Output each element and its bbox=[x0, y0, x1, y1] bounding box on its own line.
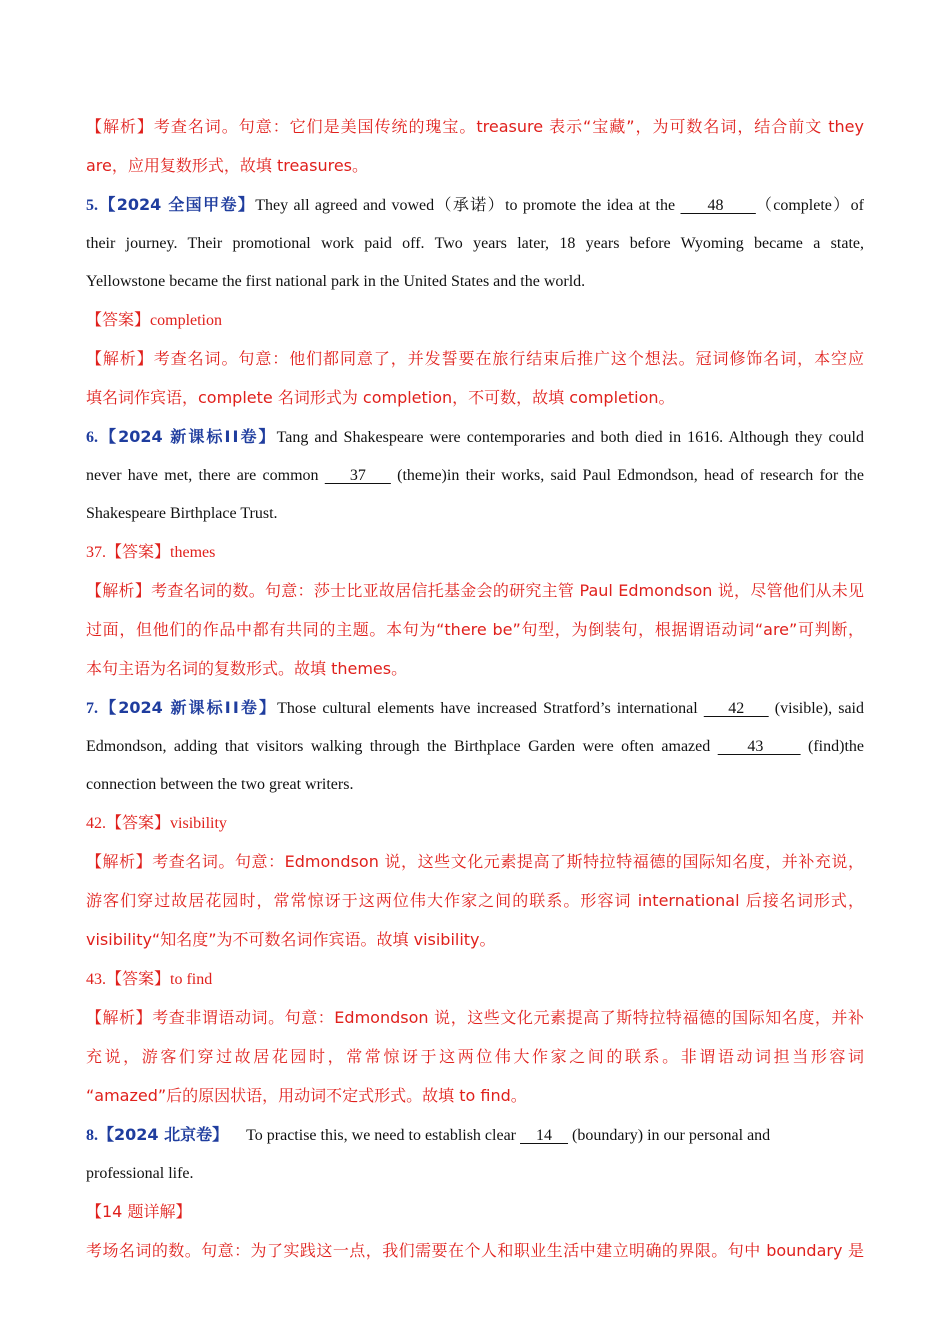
q6-explanation-line-2 bbox=[86, 611, 864, 650]
q7-explanation-42-line-2 bbox=[86, 882, 864, 921]
q5-explanation-line-2 bbox=[86, 379, 864, 418]
answer-blank: 42 bbox=[703, 700, 769, 717]
q5-answer bbox=[86, 301, 864, 340]
question-text: Those cultural elements have increased Stratford’s international bbox=[277, 700, 704, 717]
explanation-text: 考查名词。句意：它们是美国传统的瑰宝。treasure 表示“宝藏”，为可数名词，结合前文 they bbox=[153, 117, 864, 136]
explanation-text: 考查非谓语动词。句意：Edmondson 说，这些文化元素提高了斯特拉特福德的国际知名度，并补 bbox=[152, 1008, 864, 1027]
answer-text: visibility bbox=[170, 815, 227, 832]
question-source-tag: 【2024 北京卷】 bbox=[98, 1125, 229, 1144]
q6-explanation-line-1 bbox=[86, 572, 864, 611]
question-text: They all agreed and vowed（承诺）to promote the idea at the bbox=[255, 197, 681, 214]
q8-detail-heading bbox=[86, 1193, 864, 1232]
question-source-tag: 【2024 全国甲卷】 bbox=[98, 195, 256, 214]
q7-explanation-43-line-1 bbox=[86, 999, 864, 1038]
question-text: Tang and Shakespeare were contemporaries and both died in 1616. Although they could bbox=[276, 429, 864, 446]
question-text: never have met, there are common bbox=[86, 467, 325, 484]
question-text: professional life. bbox=[86, 1165, 194, 1182]
q5-explanation-line-1 bbox=[86, 340, 864, 379]
answer-text: to find bbox=[170, 971, 213, 988]
explanation-text: 考查名词。句意：Edmondson 说，这些文化元素提高了斯特拉特福德的国际知名度，并补充说， bbox=[152, 852, 864, 871]
answer-blank: 37 bbox=[324, 467, 391, 484]
q4-explanation-line-1 bbox=[86, 108, 864, 147]
question-number: 8. bbox=[86, 1127, 98, 1144]
question-source-tag: 【2024 新课标ⅠⅠ卷】 bbox=[98, 427, 277, 446]
question-text: Edmondson, adding that visitors walking through the Birthplace Garden were often amazed bbox=[86, 738, 718, 755]
explanation-text: 考查名词。句意：他们都同意了，并发誓要在旅行结束后推广这个想法。冠词修饰名词，本空应 bbox=[153, 349, 864, 368]
answer-number: 43. bbox=[86, 971, 106, 988]
q5-line-1 bbox=[86, 186, 864, 225]
question-text: connection between the two great writers. bbox=[86, 776, 354, 793]
explanation-text: 过面，但他们的作品中都有共同的主题。本句为“there be”句型，为倒装句，根据谓语动词“are”可判断， bbox=[86, 620, 864, 639]
answer-text: completion bbox=[150, 312, 222, 329]
q7-line-1 bbox=[86, 689, 864, 728]
q7-explanation-43-line-2 bbox=[86, 1038, 864, 1077]
q8-line-2 bbox=[86, 1155, 864, 1193]
answer-blank: 43 bbox=[717, 738, 801, 755]
explanation-text: 考场名词的数。句意：为了实践这一点，我们需要在个人和职业生活中建立明确的界限。句中 boundary 是 bbox=[86, 1241, 864, 1260]
question-text: （complete）of bbox=[755, 197, 864, 214]
explanation-text: are，应用复数形式，故填 treasures。 bbox=[86, 156, 368, 175]
explanation-text: 游客们穿过故居花园时，常常惊讶于这两位伟大作家之间的联系。形容词 international 后接名词形式， bbox=[86, 891, 864, 910]
q7-answer-43 bbox=[86, 960, 864, 999]
q6-line-1 bbox=[86, 418, 864, 457]
answer-blank: 48 bbox=[680, 197, 756, 214]
q6-line-3 bbox=[86, 495, 864, 533]
q7-line-3 bbox=[86, 766, 864, 804]
q5-line-2 bbox=[86, 225, 864, 263]
answer-number: 37. bbox=[86, 544, 106, 561]
question-text: (boundary) in our personal and bbox=[568, 1127, 771, 1144]
question-text: (theme)in their works, said Paul Edmondson, head of research for the bbox=[390, 467, 865, 484]
explanation-tag: 【解析】 bbox=[86, 581, 152, 600]
explanation-text: 考查名词的数。句意：莎士比亚故居信托基金会的研究主管 Paul Edmondson 说，尽管他们从未见 bbox=[151, 581, 864, 600]
q7-line-2 bbox=[86, 728, 864, 766]
answer-tag: 【答案】 bbox=[106, 542, 171, 561]
explanation-text: visibility“知名度”为不可数名词作宾语。故填 visibility。 bbox=[86, 930, 496, 949]
q4-explanation-line-2 bbox=[86, 147, 864, 186]
question-text: To practise this, we need to establish clear bbox=[246, 1127, 521, 1144]
explanation-tag: 【解析】 bbox=[86, 349, 154, 368]
q6-answer bbox=[86, 533, 864, 572]
detail-tag: 【14 题详解】 bbox=[86, 1202, 192, 1221]
answer-tag: 【答案】 bbox=[106, 969, 171, 988]
question-number: 5. bbox=[86, 197, 98, 214]
explanation-text: 填名词作宾语，complete 名词形式为 completion，不可数，故填 completion。 bbox=[86, 388, 675, 407]
answer-text: themes bbox=[170, 544, 216, 561]
question-number: 7. bbox=[86, 700, 98, 717]
question-text: (find)the bbox=[800, 738, 865, 755]
q5-line-3 bbox=[86, 263, 864, 301]
document-page bbox=[86, 108, 864, 1271]
q7-answer-42 bbox=[86, 804, 864, 843]
q6-line-2 bbox=[86, 457, 864, 495]
explanation-text: 充说，游客们穿过故居花园时，常常惊讶于这两位伟大作家之间的联系。非谓语动词担当形容词 bbox=[86, 1047, 864, 1066]
answer-number: 42. bbox=[86, 815, 106, 832]
question-text: Shakespeare Birthplace Trust. bbox=[86, 505, 278, 522]
explanation-text: “amazed”后的原因状语，用动词不定式形式。故填 to find。 bbox=[86, 1086, 527, 1105]
question-text: (visible), said bbox=[768, 700, 865, 717]
q7-explanation-43-line-3 bbox=[86, 1077, 864, 1116]
explanation-tag: 【解析】 bbox=[86, 852, 153, 871]
q7-explanation-42-line-3 bbox=[86, 921, 864, 960]
q6-explanation-line-3 bbox=[86, 650, 864, 689]
answer-blank: 14 bbox=[520, 1127, 569, 1144]
answer-tag: 【答案】 bbox=[106, 813, 171, 832]
question-number: 6. bbox=[86, 429, 98, 446]
q7-explanation-42-line-1 bbox=[86, 843, 864, 882]
q8-line-1 bbox=[86, 1116, 864, 1155]
q8-explanation-line-1 bbox=[86, 1232, 864, 1271]
question-source-tag: 【2024 新课标ⅠⅠ卷】 bbox=[98, 698, 278, 717]
question-text: Yellowstone became the first national park in the United States and the world. bbox=[86, 273, 586, 290]
explanation-text: 本句主语为名词的复数形式。故填 themes。 bbox=[86, 659, 408, 678]
explanation-tag: 【解析】 bbox=[86, 117, 154, 136]
question-text: their journey. Their promotional work paid off. Two years later, 18 years before Wyoming became a state, bbox=[86, 235, 864, 252]
explanation-tag: 【解析】 bbox=[86, 1008, 153, 1027]
answer-tag: 【答案】 bbox=[86, 310, 151, 329]
